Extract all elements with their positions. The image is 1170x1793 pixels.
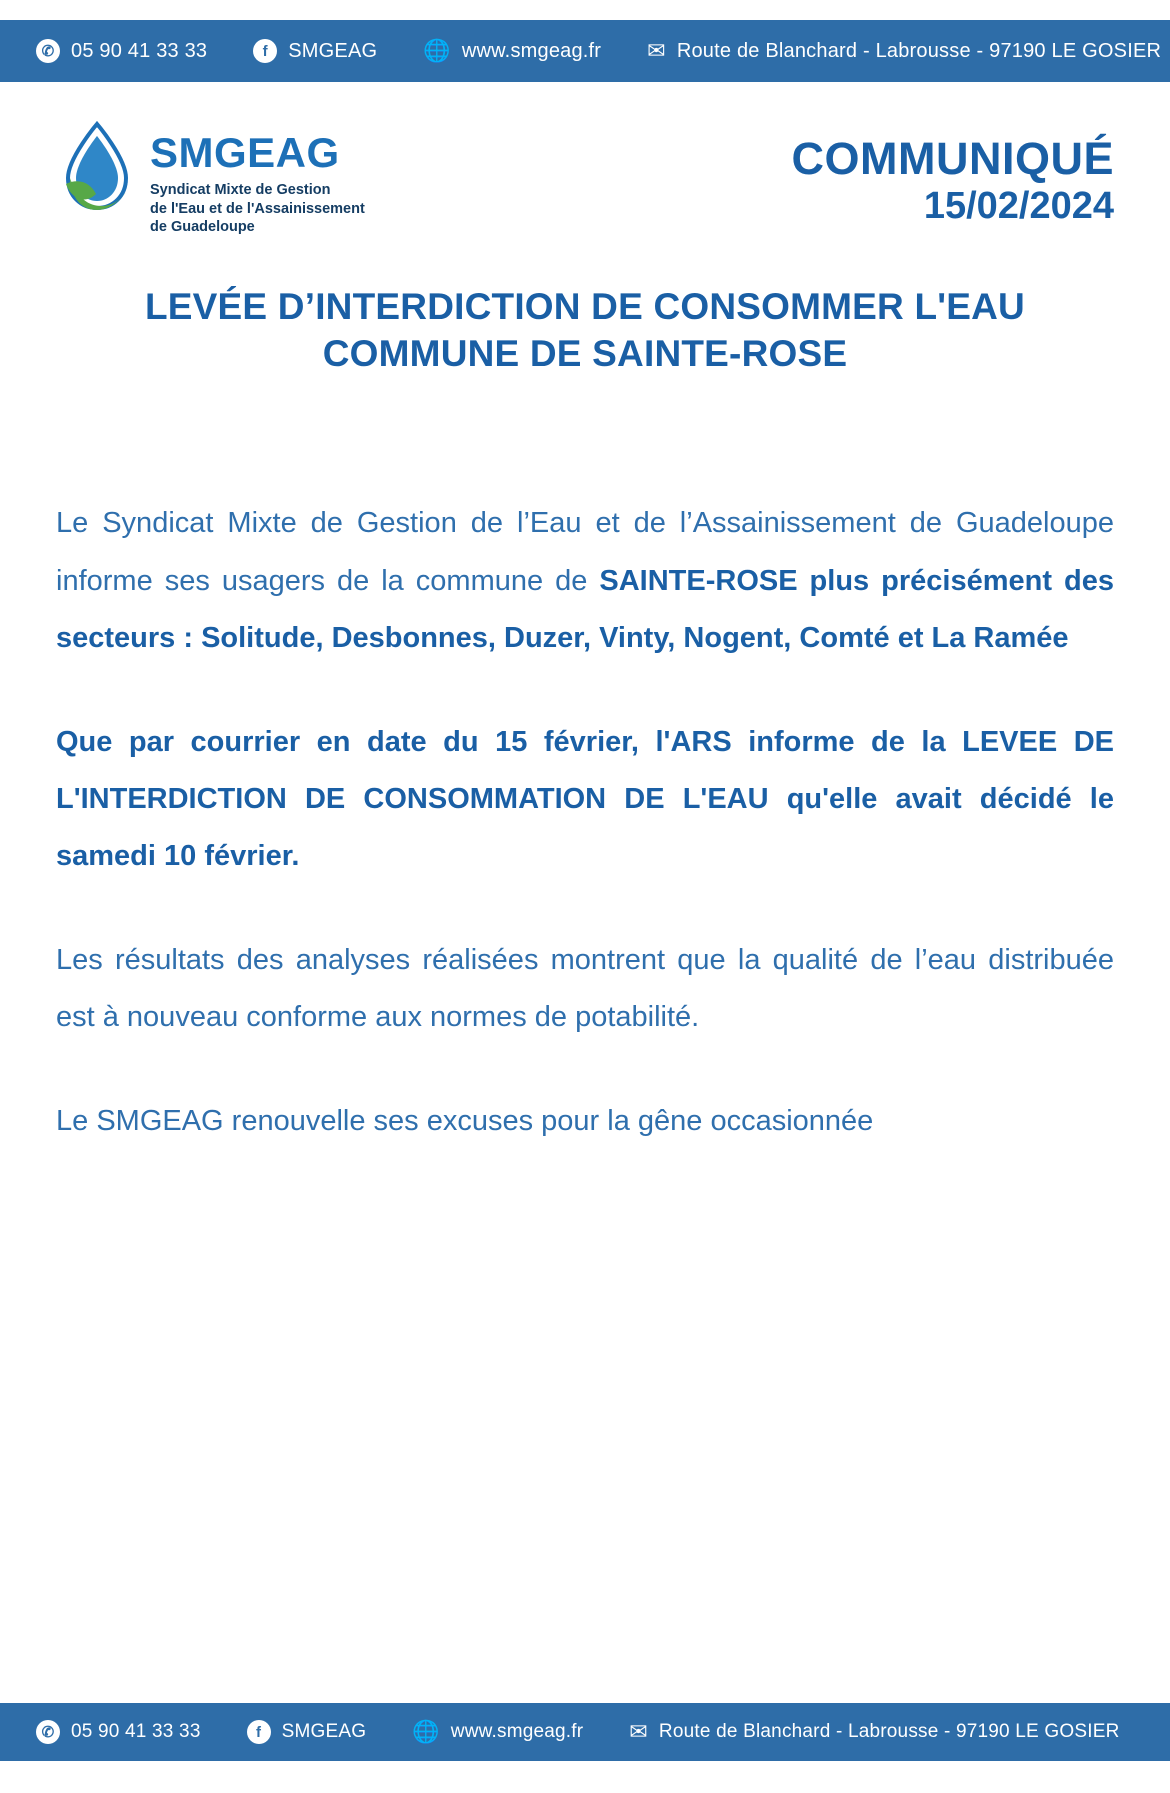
globe-icon: 🌐 [423,38,451,63]
paragraph-4: Le SMGEAG renouvelle ses excuses pour la gêne occasionnée [56,1104,874,1137]
body-copy [56,495,1114,1150]
footer-contact-facebook[interactable] [247,1720,367,1744]
facebook-icon: f [253,39,277,63]
footer-contact-phone-label: 05 90 41 33 33 [71,1721,201,1742]
contact-address [647,40,1161,63]
globe-icon: 🌐 [412,1719,440,1744]
facebook-icon: f [247,1720,271,1744]
contact-phone-label: 05 90 41 33 33 [71,39,208,62]
bottom-contact-bar [0,1703,1170,1761]
footer-contact-facebook-label: SMGEAG [281,1721,367,1742]
footer-contact-address [629,1721,1119,1743]
brand-name: SMGEAG [150,129,340,176]
communique-block [792,120,1114,229]
contact-website-label: www.smgeag.fr [461,39,602,62]
document-content [0,82,1170,1703]
contact-facebook[interactable] [253,39,377,63]
paragraph-1-lead: Le Syndicat Mixte de Gestion de l’Eau et de l’Assainissement de Guadeloupe informe ses usagers de la commune de [56,507,1114,597]
paragraph-2: Que par courrier en date du 15 février, l'ARS informe de la LEVEE DE L'INTERDICTION DE CONSOMMATION DE L'EAU qu'elle avait décidé le samedi 10 février. [56,725,1114,873]
paragraph-1-sectors: SAINTE-ROSE plus précisément des secteurs : Solitude, Desbonnes, Duzer, Vinty, Nogent, Comté et La Ramée [56,564,1114,655]
top-contact-bar [0,20,1170,82]
contact-facebook-label: SMGEAG [288,39,378,62]
paragraph-3: Les résultats des analyses réalisées montrent que la qualité de l’eau distribuée est à nouveau conforme aux normes de potabilité. [56,943,1114,1034]
communique-label: COMMUNIQUÉ [791,133,1114,184]
contact-address-label: Route de Blanchard - Labrousse - 97190 LE GOSIER [676,39,1162,62]
phone-icon: ✆ [36,39,60,63]
document-header [56,82,1114,237]
brand-subtitle: Syndicat Mixte de Gestion de l'Eau et de l'Assainissement de Guadeloupe [150,182,365,236]
footer-contact-website[interactable] [412,1721,583,1743]
paragraph-1 [56,495,1114,667]
communique-date: 15/02/2024 [923,185,1114,227]
footer-contact-phone [36,1720,201,1744]
brand-logo [56,120,365,237]
mail-icon: ✉ [629,1719,648,1744]
footer-contact-website-label: www.smgeag.fr [450,1721,584,1742]
page-title: LEVÉE D’INTERDICTION DE CONSOMMER L'EAU COMMUNE DE SAINTE-ROSE [145,285,1025,374]
footer-contact-address-label: Route de Blanchard - Labrousse - 97190 LE GOSIER [658,1721,1120,1742]
phone-icon: ✆ [36,1720,60,1744]
contact-website[interactable] [423,40,601,63]
mail-icon: ✉ [647,38,666,63]
contact-phone [36,39,207,63]
brand-text [150,120,365,237]
water-drop-leaf-icon [56,120,138,218]
